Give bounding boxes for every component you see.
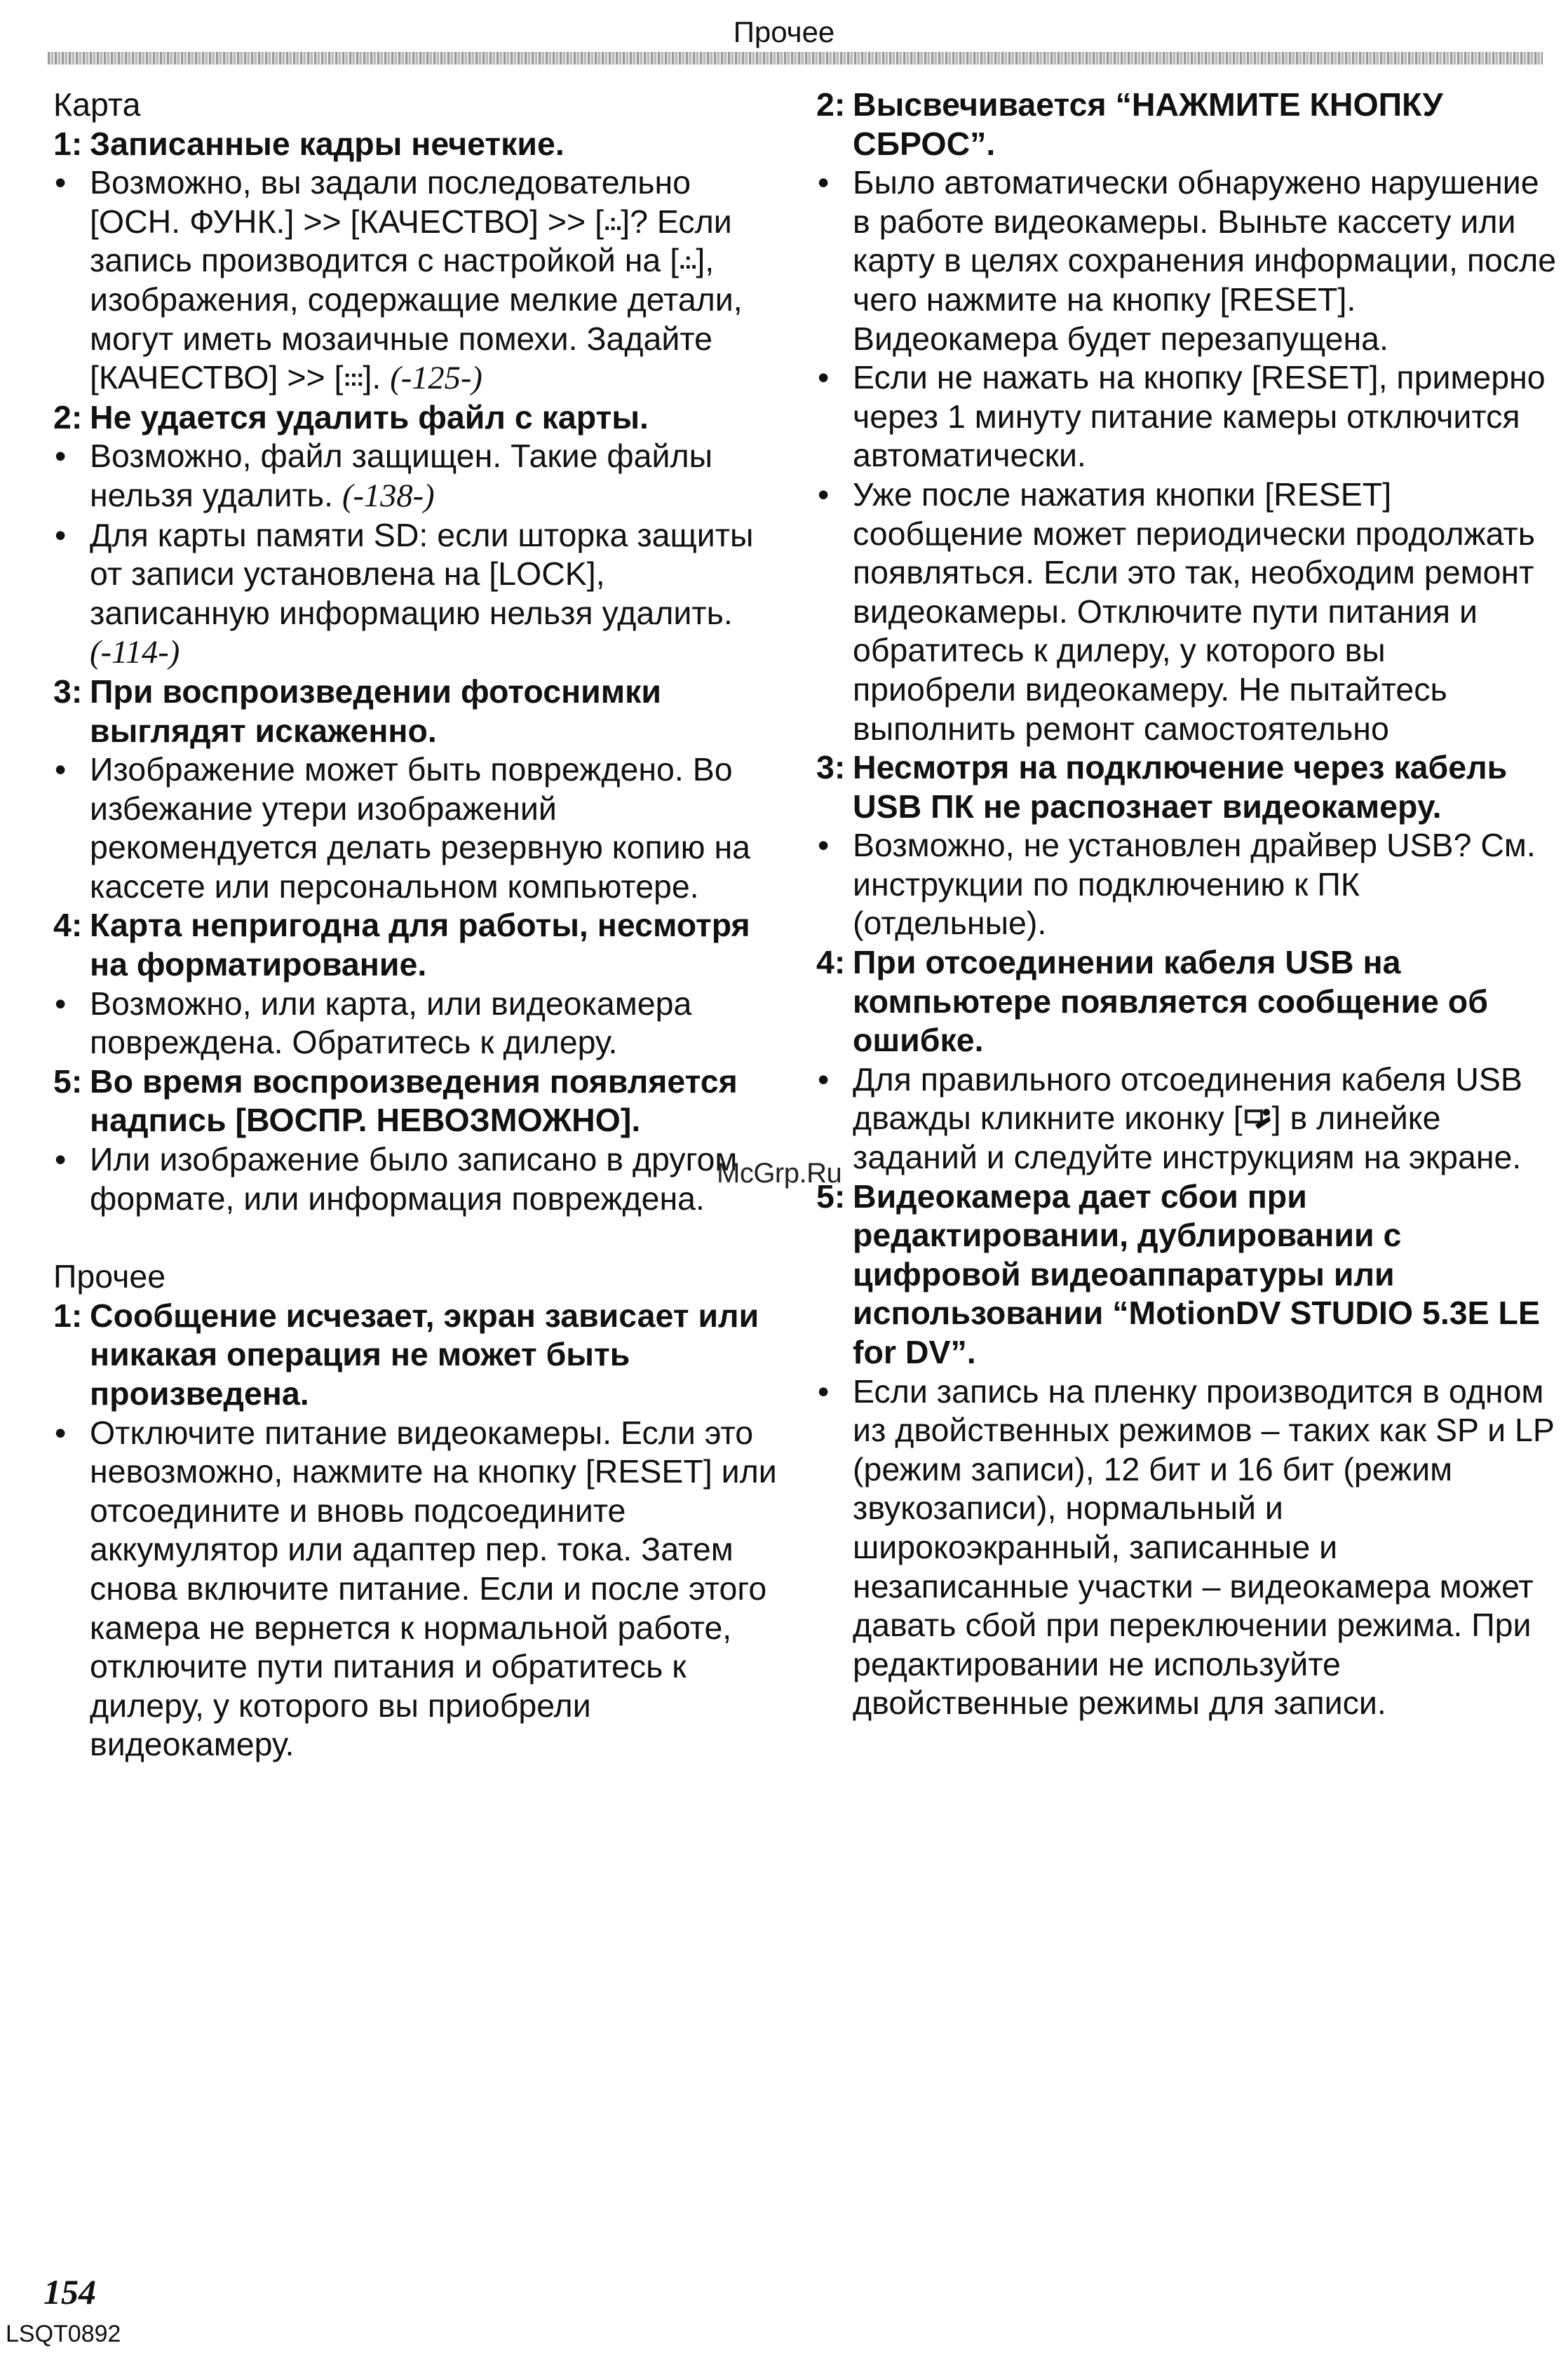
answer-other-2c: • Уже после нажатия кнопки [RESET] сообщение может периодически продолжать появляться. Если это так, необходим ремонт видеокамеры. Отключите пути питания и обратитесь к дилеру, у которого вы приобрели видеокамеру. Не пытайтесь выполнить ремонт самостоятельно [818,475,1535,747]
question-card-3: 3: При воспроизведении фотоснимки выглядят искаженно. [53,673,661,749]
answer-card-4: • Возможно, или карта, или видеокамера повреждена. Обратитесь к дилеру. [55,985,692,1061]
question-card-1: 1: Записанные кадры нечеткие. [53,125,565,162]
question-card-4: 4: Карта непригодна для работы, несмотря на форматирование. [53,907,750,983]
answer-other-2a: • Было автоматически обнаружено нарушение в работе видеокамеры. Выньте кассету или карту в целях сохранения информации, после чего нажмите на кнопку [RESET]. Видеокамера будет перезапущена. [818,164,1557,357]
answer-card-2a: • Возможно, файл защищен. Такие файлы нельзя удалить. (-138-) [55,438,713,514]
question-other-3: 3: Несмотря на подключение через кабель USB ПК не распознает видеокамеру. [816,749,1508,825]
answer-other-5: • Если запись на пленку производится в одном из двойственных режимов – таких как SP и LP (режим записи), 12 бит и 16 бит (режим звукозаписи), нормальный и широкоэкранный, записанные и незаписанные участки – видеокамера может давать сбой при переключении режима. При редактировании не используйте двойственные режимы для записи. [818,1372,1555,1722]
bullet: • [55,1141,67,1178]
bullet: • [818,1060,830,1098]
question-card-5: 5: Во время воспроизведения появляется надпись [ВОСПР. НЕВОЗМОЖНО]. [53,1062,738,1139]
page-reference: (-114-) [90,635,180,671]
bullet: • [818,827,830,864]
bullet: • [55,516,67,553]
bullet: • [818,164,830,201]
bullet: • [55,164,67,201]
bullet: • [55,438,67,475]
bullet: • [818,359,830,396]
page-reference: (-138-) [342,478,435,514]
watermark: McGrp.Ru [717,1158,842,1189]
answer-other-4: • Для правильного отсоединения кабеля USB дважды кликните иконку [ ] в линейке заданий и следуйте инструкциям на экране. [818,1060,1522,1176]
answer-card-5: • Или изображение было записано в другом формате, или информация повреждена. [55,1141,738,1217]
bullet: • [55,1414,67,1451]
bullet: • [55,751,67,788]
page-reference: (-125-) [390,360,482,397]
document-code: LSQT0892 [6,2321,121,2347]
section-heading-card: Карта [53,86,141,123]
answer-other-2b: • Если не нажать на кнопку [RESET], примерно через 1 минуту питание камеры отключится автоматически. [818,359,1546,474]
question-other-4: 4: При отсоединении кабеля USB на компьютере появляется сообщение об ошибке. [816,944,1488,1059]
answer-card-1: • Возможно, вы задали последовательно [ОСН. ФУНК.] >> [КАЧЕСТВО] >> [.:.]? Если запись производится с настройкой на [.:.], изображения, содержащие мелкие детали, могут иметь мозаичные помехи. Задайте [КАЧЕСТВО] >> [:::]. (-125-) [55,164,743,397]
right-column [816,86,1557,1723]
question-other-1: 1: Сообщение исчезает, экран зависает или никакая операция не может быть произведена. [53,1297,759,1412]
quality-fine-icon: ::: [343,365,363,392]
section-heading-other: Прочее [53,1258,166,1295]
question-other-5: 5: Видеокамера дает сбои при редактировании, дублировании с цифровой видеоаппаратуры или использовании “MotionDV STUDIO 5.3E LE for DV”. [816,1177,1540,1370]
bullet: • [55,985,67,1022]
quality-normal-icon: .:. [604,208,621,236]
answer-card-3: • Изображение может быть повреждено. Во избежание утери изображений рекомендуется делать резервную копию на кассете или персональном компьютере. [55,751,750,905]
bullet: • [818,1372,830,1410]
header-rule [48,52,1543,65]
question-other-2: 2: Высвечивается “НАЖМИТЕ КНОПКУ СБРОС”. [816,86,1443,162]
bullet: • [818,475,830,513]
page-header-title: Прочее [733,15,835,48]
left-column [53,86,790,1764]
quality-normal-icon: .:. [679,248,696,275]
page-number: 154 [43,2272,96,2312]
answer-card-2b: • Для карты памяти SD: если шторка защиты от записи установлена на [LOCK], записанную информацию нельзя удалить. (-114-) [55,516,754,671]
safely-remove-hardware-icon [1243,1105,1272,1133]
answer-other-1: • Отключите питание видеокамеры. Если это невозможно, нажмите на кнопку [RESET] или отсоедините и вновь подсоедините аккумулятор или адаптер пер. тока. Затем снова включите питание. Если и после этого камера не вернется к нормальной работе, отключите пути питания и обратитесь к дилеру, у которого вы приобрели видеокамеру. [55,1414,777,1763]
answer-other-3: • Возможно, не установлен драйвер USB? См. инструкции по подключению к ПК (отдельные). [818,827,1536,942]
question-card-2: 2: Не удается удалить файл с карты. [53,398,649,436]
